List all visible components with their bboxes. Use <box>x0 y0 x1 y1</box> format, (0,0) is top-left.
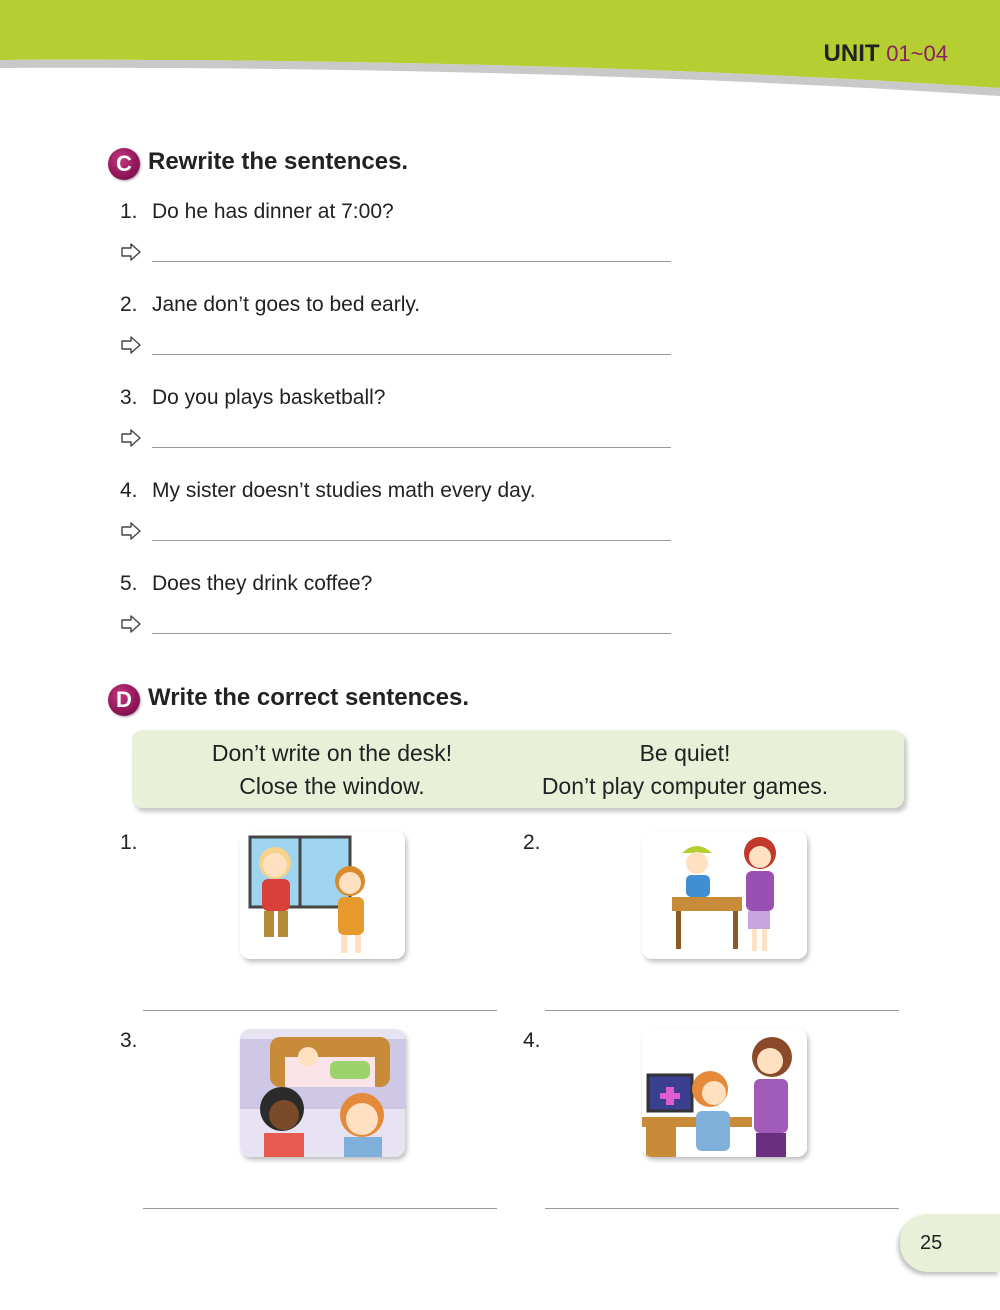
answer-line[interactable] <box>545 1010 899 1011</box>
section-c-badge: C <box>108 148 140 180</box>
picture-number: 2. <box>523 831 541 854</box>
word-box-item: Don’t write on the desk! <box>211 740 453 766</box>
section-d-badge: D <box>108 684 140 716</box>
answer-line[interactable] <box>152 261 671 262</box>
answer-line[interactable] <box>152 447 671 448</box>
answer-line[interactable] <box>152 633 671 634</box>
section-c-title: Rewrite the sentences. <box>148 148 409 175</box>
question-number: 5. <box>120 572 138 595</box>
answer-line[interactable] <box>143 1208 497 1209</box>
word-box-item: Be quiet! <box>639 740 731 766</box>
unit-word: UNIT <box>823 40 880 67</box>
illustration-icon <box>240 1029 405 1157</box>
question-text: Jane don’t goes to bed early. <box>152 293 421 316</box>
word-box-item: Close the window. <box>239 773 425 799</box>
page-number-tab <box>900 1214 1000 1272</box>
question-text: Does they drink coffee? <box>152 572 373 595</box>
unit-range: 01~04 <box>886 41 948 66</box>
picture-computer-scene <box>642 1029 807 1157</box>
illustration-icon <box>240 831 405 959</box>
picture-desk-scene <box>642 831 807 959</box>
arrow-icon <box>120 334 142 356</box>
picture-number: 4. <box>523 1029 541 1052</box>
question-text: Do you plays basketball? <box>152 386 386 409</box>
arrow-icon <box>120 241 142 263</box>
question-number: 4. <box>120 479 138 502</box>
page-number: 25 <box>920 1232 943 1254</box>
question-text: Do he has dinner at 7:00? <box>152 200 394 223</box>
answer-line[interactable] <box>545 1208 899 1209</box>
section-d-title: Write the correct sentences. <box>148 684 470 711</box>
picture-baby-scene <box>240 1029 405 1157</box>
illustration-icon <box>642 831 807 959</box>
question-number: 2. <box>120 293 138 316</box>
answer-line[interactable] <box>143 1010 497 1011</box>
arrow-icon <box>120 613 142 635</box>
answer-line[interactable] <box>152 540 671 541</box>
question-text: My sister doesn’t studies math every day. <box>152 479 536 502</box>
picture-window-scene <box>240 831 405 959</box>
arrow-icon <box>120 520 142 542</box>
word-box-item: Don’t play computer games. <box>541 773 829 799</box>
question-number: 3. <box>120 386 138 409</box>
answer-line[interactable] <box>152 354 671 355</box>
arrow-icon <box>120 427 142 449</box>
picture-number: 1. <box>120 831 138 854</box>
question-number: 1. <box>120 200 138 223</box>
unit-label <box>824 40 948 68</box>
illustration-icon <box>642 1029 807 1157</box>
picture-number: 3. <box>120 1029 138 1052</box>
